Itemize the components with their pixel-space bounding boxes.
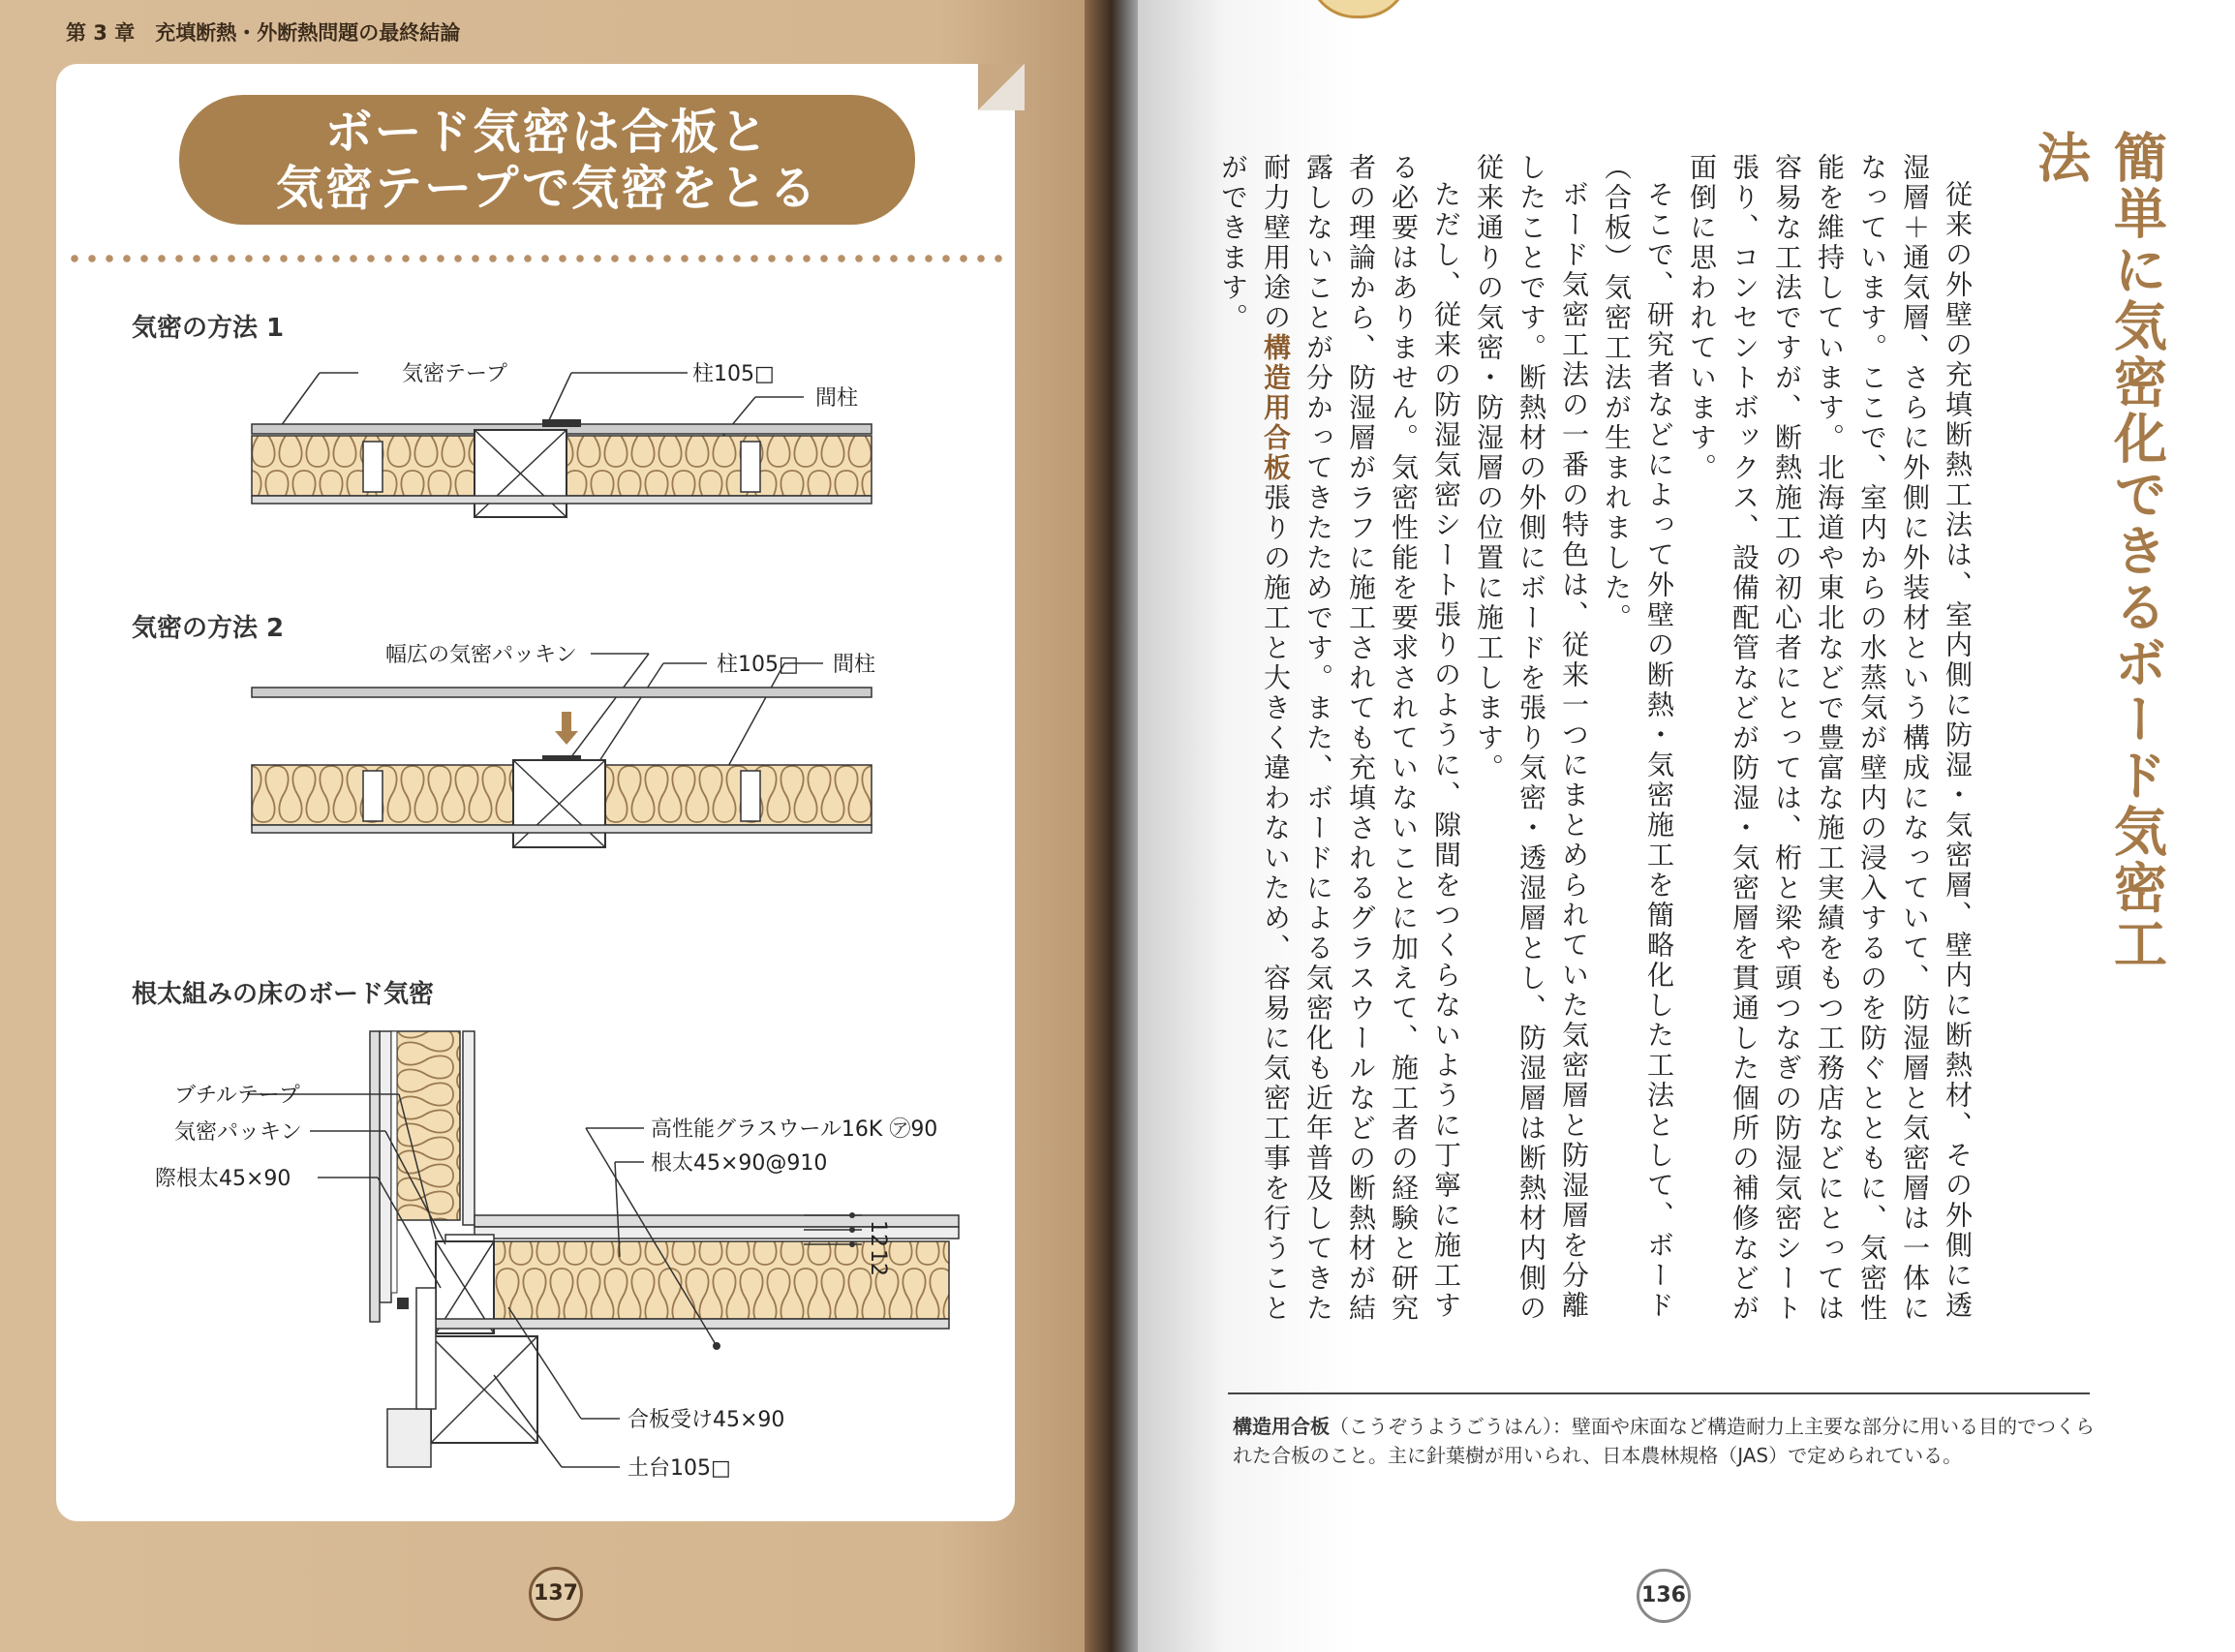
label-joist: 根太45×90@910 — [651, 1151, 828, 1176]
label-pillar: 柱105□ — [717, 653, 799, 677]
label-edge-joist: 際根太45×90 — [155, 1167, 291, 1191]
floor-diagram — [155, 1026, 988, 1491]
page-corner-fold — [978, 64, 1025, 110]
paragraph: 従来の外壁の充填断熱工法は、室内側に防湿・気密層、壁内に断熱材、その外側に透湿層＋通気層、さらに外側に外装材という構成になっていて、防湿層と気密層は一体になっています。ここで、室内からの水蒸気が壁内の浸入するのを防ぐとともに、気密性能を維持しています。北海道や東北などで豊富な施工実績をもつ工務店などにとっては容易な工法ですが、断熱施工の初心者にとっては、桁と梁や頭つなぎの防湿気密シート張り、コンセントボックス、設備配管などが防湿・気密層を貫通した個所の補修などが面倒に思われています。 — [1686, 153, 1974, 1324]
article-heading: 簡単に気密化できるボード気密工法 — [2029, 130, 2167, 972]
dotted-divider — [66, 254, 1005, 263]
footnote — [1233, 1412, 2095, 1470]
page-number-right: 136 — [1637, 1569, 1691, 1623]
footnote-text: （こうぞうようごうはん）：壁面や床面など構造耐力上主要な部分に用いる目的でつくられた合板のこと。主に針葉樹が用いられ、日本農林規格（JAS）で定められている。 — [1233, 1415, 2095, 1467]
label-butyl-tape: ブチルテープ — [174, 1084, 300, 1108]
chapter-header: 第 3 章 充填断熱・外断熱問題の最終結論 — [66, 21, 461, 45]
method2-heading: 気密の方法 2 — [132, 614, 285, 643]
paragraph: そこで、研究者などによって外壁の断熱・気密施工を簡略化した工法として、ボード（合板）気密工法が生まれました。 — [1601, 153, 1675, 1321]
method2-diagram — [223, 644, 920, 876]
paragraph-text: ただし、従来の防湿気密シート張りのように、隙間をつくらないように丁寧に施工する必要はありません。気密性能を要求されていないことに加えて、施工者の経験と研究者の理論から、防湿層がラフに施工されても充填されるグラスウールなどの断熱材が結露しないことが分かってきたためです。また、ボードによる気密化も近年普及してきた耐力壁用途の — [1260, 153, 1462, 1324]
label-plywood-support: 合板受け45×90 — [628, 1408, 785, 1432]
method1-diagram — [223, 349, 920, 533]
footnote-divider — [1228, 1392, 2090, 1394]
method1-heading: 気密の方法 1 — [132, 314, 285, 343]
page-number-left: 137 — [529, 1567, 583, 1621]
label-dim-12-a: 12 — [866, 1220, 890, 1247]
paragraph — [1211, 153, 1467, 1349]
article-body — [1211, 153, 1978, 1349]
footnote-term: 構造用合板 — [1233, 1415, 1330, 1438]
label-glasswool: 高性能グラスウール16K ㋐90 — [651, 1117, 938, 1142]
label-dim-12-b: 12 — [866, 1249, 890, 1276]
label-pillar: 柱105□ — [692, 362, 775, 386]
paragraph: ボード気密工法の一番の特色は、従来一つにまとめられていた気密層と防湿層を分離したことです。断熱材の外側にボードを張り気密・透湿層とし、防湿層は断熱材内側の従来通りの気密・防湿層の位置に施工します。 — [1473, 153, 1590, 1324]
label-stud: 間柱 — [815, 386, 859, 411]
label-wide-gasket: 幅広の気密パッキン — [385, 644, 577, 667]
figure-title — [179, 95, 915, 225]
label-sill: 土台105□ — [628, 1456, 731, 1481]
label-floor-gasket: 気密パッキン — [174, 1120, 302, 1145]
figure-title-line-1: ボード気密は合板と — [324, 105, 770, 160]
label-stud: 間柱 — [833, 653, 876, 677]
figure-title-line-2: 気密テープで気密をとる — [275, 161, 819, 216]
floor-heading: 根太組みの床のボード気密 — [132, 980, 435, 1009]
glossary-term: 構造用合板 — [1260, 333, 1292, 483]
left-page — [0, 0, 1104, 1652]
label-airtight-tape: 気密テープ — [402, 362, 507, 386]
paragraph-text: 張りの施工と大きく違わないため、容易に気密工事を行うことができます。 — [1217, 153, 1292, 1324]
